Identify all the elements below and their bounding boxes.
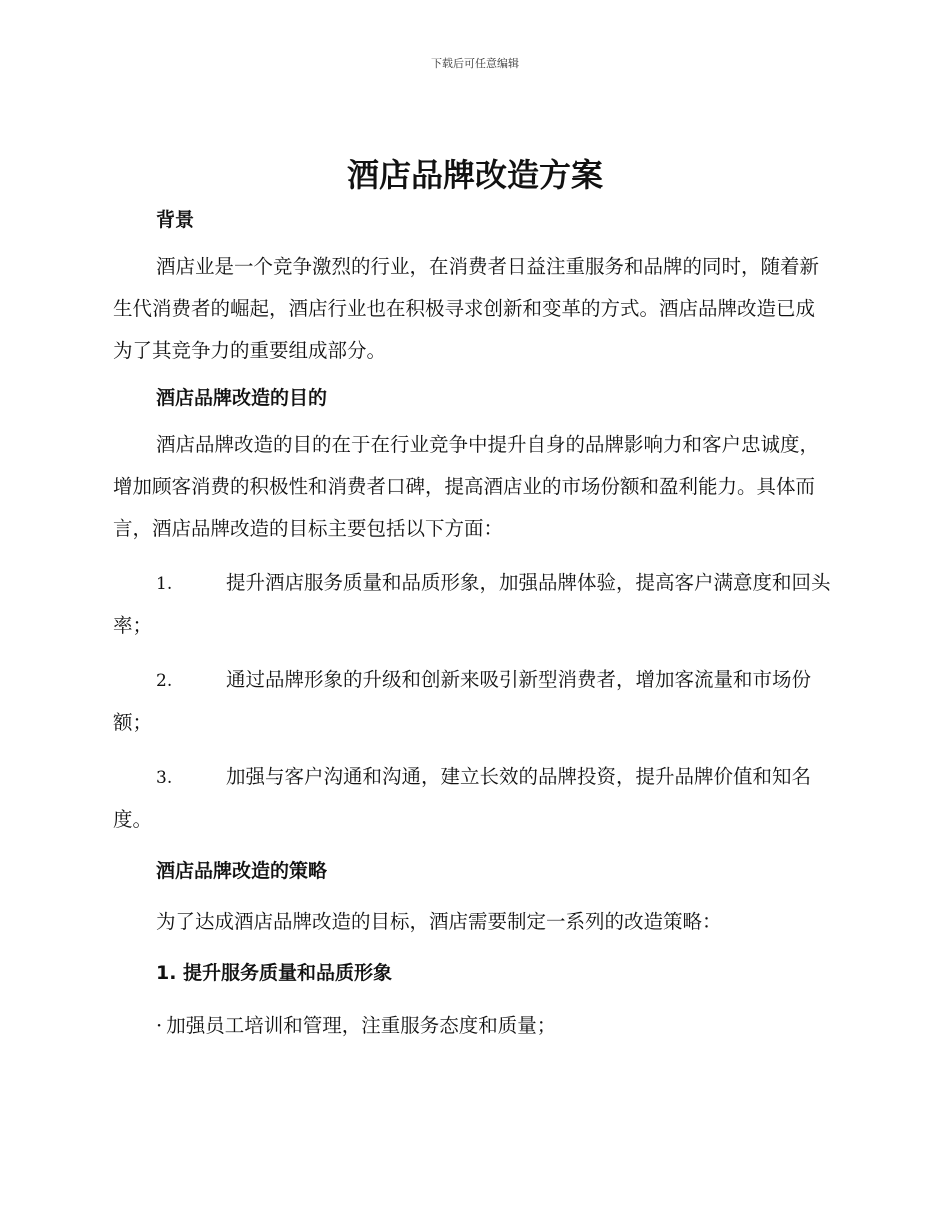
strategy-1-heading: 1. 提升服务质量和品质形象: [156, 962, 393, 984]
goal-item-1: [113, 562, 833, 647]
goal-item-3: [113, 756, 833, 841]
goal-number-2: 2.: [156, 671, 173, 691]
purpose-paragraph: 酒店品牌改造的目的在于在行业竞争中提升自身的品牌影响力和客户忠诚度，增加顾客消费的积极性和消费者口碑，提高酒店业的市场份额和盈利能力。具体而言，酒店品牌改造的目标主要包括以下方面：: [113, 433, 820, 540]
goal-number-3: 3.: [156, 768, 173, 788]
goal-text-2: 通过品牌形象的升级和创新来吸引新型消费者，增加客流量和市场份额；: [113, 668, 812, 734]
section-heading-purpose: 酒店品牌改造的目的: [156, 387, 328, 409]
background-paragraph: 酒店业是一个竞争激烈的行业，在消费者日益注重服务和品牌的同时，随着新生代消费者的崛起，酒店行业也在积极寻求创新和变革的方式。酒店品牌改造已成为了其竞争力的重要组成部分。: [113, 255, 820, 362]
goal-item-2: [113, 659, 833, 744]
bullet-dot-icon: ·: [156, 1014, 163, 1037]
document-body: [113, 202, 833, 1047]
section-heading-strategy: 酒店品牌改造的策略: [156, 860, 328, 882]
page-header-note: 下载后可任意编辑: [431, 57, 519, 70]
strategy-1-bullet-text: 加强员工培训和管理，注重服务态度和质量；: [166, 1014, 557, 1037]
goal-text-1: 提升酒店服务质量和品质形象，加强品牌体验，提高客户满意度和回头率；: [113, 571, 831, 637]
section-heading-background: 背景: [156, 209, 195, 231]
goal-text-3: 加强与客户沟通和沟通，建立长效的品牌投资，提升品牌价值和知名度。: [113, 765, 812, 831]
strategy-1-bullet-item: [113, 1005, 833, 1047]
goal-number-1: 1.: [156, 574, 173, 594]
document-title: 酒店品牌改造方案: [346, 156, 603, 194]
strategy-intro-paragraph: 为了达成酒店品牌改造的目标，酒店需要制定一系列的改造策略：: [156, 910, 722, 933]
